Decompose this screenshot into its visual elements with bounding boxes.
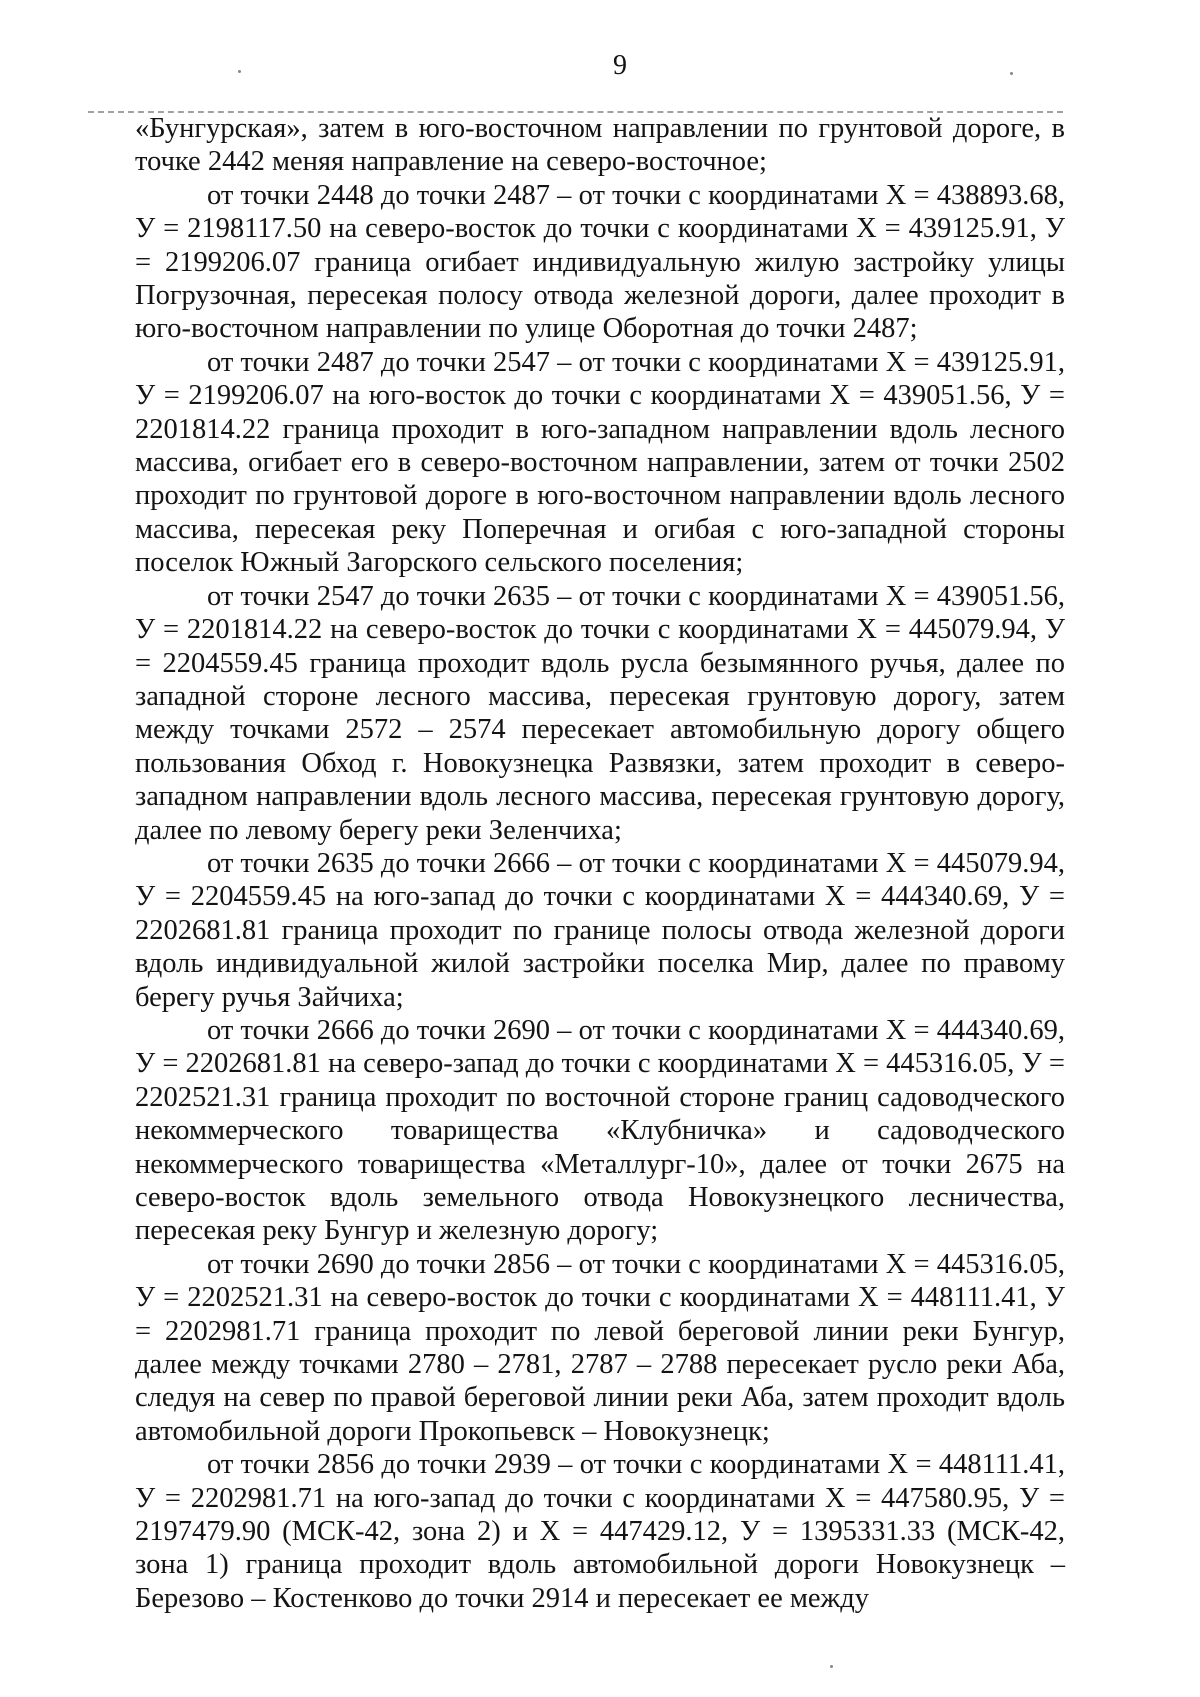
paragraph-2635-2666: от точки 2635 до точки 2666 – от точки с координатами Х = 445079.94, У = 2204559.45 на юго-запад до точки с координатами Х = 444340.69, У = 2202681.81 граница проходит по границе полосы отвода железной дороги вдоль индивидуальной жилой застройки поселка Мир, далее по правому берегу ручья Зайчиха; <box>135 847 1065 1013</box>
paragraph-2856-2939: от точки 2856 до точки 2939 – от точки с координатами Х = 448111.41, У = 2202981.71 на юго-запад до точки с координатами Х = 447580.95, У = 2197479.90 (МСК-42, зона 2) и Х = 447429.12, У = 1395331.33 (МСК-42, зона 1) граница проходит вдоль автомобильной дороги Новокузнецк – Березово – Костенково до точки 2914 и пересекает ее между <box>135 1449 1065 1614</box>
scan-speck <box>238 70 241 73</box>
paragraph-continuation: «Бунгурская», затем в юго-восточном направлении по грунтовой дороге, в точке 2442 меняя направление на северо-восточное; <box>135 113 1065 178</box>
paragraph-2666-2690: от точки 2666 до точки 2690 – от точки с координатами Х = 444340.69, У = 2202681.81 на северо-запад до точки с координатами Х = 445316.05, У = 2202521.31 граница проходит по восточной стороне границ садоводческого некоммерческого товарищества «Клубничка» и садоводческого некоммерческого товарищества «Металлург-10», далее от точки 2675 на северо-восток вдоль земельного отвода Новокузнецкого лесничества, пересекая реку Бунгур и железную дорогу; <box>135 1014 1065 1247</box>
paragraph-2690-2856: от точки 2690 до точки 2856 – от точки с координатами Х = 445316.05, У = 2202521.31 на северо-восток до точки с координатами Х = 448111.41, У = 2202981.71 граница проходит по левой береговой линии реки Бунгур, далее между точками 2780 – 2781, 2787 – 2788 пересекает русло реки Аба, следуя на север по правой береговой линии реки Аба, затем проходит вдоль автомобильной дороги Прокопьевск – Новокузнецк; <box>135 1248 1065 1447</box>
document-body <box>135 112 1065 1615</box>
scan-speck <box>1010 72 1013 75</box>
paragraph-2547-2635: от точки 2547 до точки 2635 – от точки с координатами Х = 439051.56, У = 2201814.22 на северо-восток до точки с координатами Х = 445079.94, У = 2204559.45 граница проходит вдоль русла безымянного ручья, далее по западной стороне лесного массива, пересекая грунтовую дорогу, затем между точками 2572 – 2574 пересекает автомобильную дорогу общего пользования Обход г. Новокузнецка Развязки, затем проходит в северо-западном направлении вдоль лесного массива, пересекая грунтовую дорогу, далее по левому берегу реки Зеленчиха; <box>135 580 1065 846</box>
paragraph-2448-2487: от точки 2448 до точки 2487 – от точки с координатами Х = 438893.68, У = 2198117.50 на северо-восток до точки с координатами Х = 439125.91, У = 2199206.07 граница огибает индивидуальную жилую застройку улицы Погрузочная, пересекая полосу отвода железной дороги, далее проходит в юго-восточном направлении по улице Оборотная до точки 2487; <box>135 179 1065 345</box>
page-number: 9 <box>613 50 627 81</box>
scan-speck <box>830 1665 833 1668</box>
paragraph-2487-2547: от точки 2487 до точки 2547 – от точки с координатами Х = 439125.91, У = 2199206.07 на юго-восток до точки с координатами Х = 439051.56, У = 2201814.22 граница проходит в юго-западном направлении вдоль лесного массива, огибает его в северо-восточном направлении, затем от точки 2502 проходит по грунтовой дороге в юго-восточном направлении вдоль лесного массива, пересекая реку Поперечная и огибая с юго-западной стороны поселок Южный Загорского сельского поселения; <box>135 346 1065 579</box>
